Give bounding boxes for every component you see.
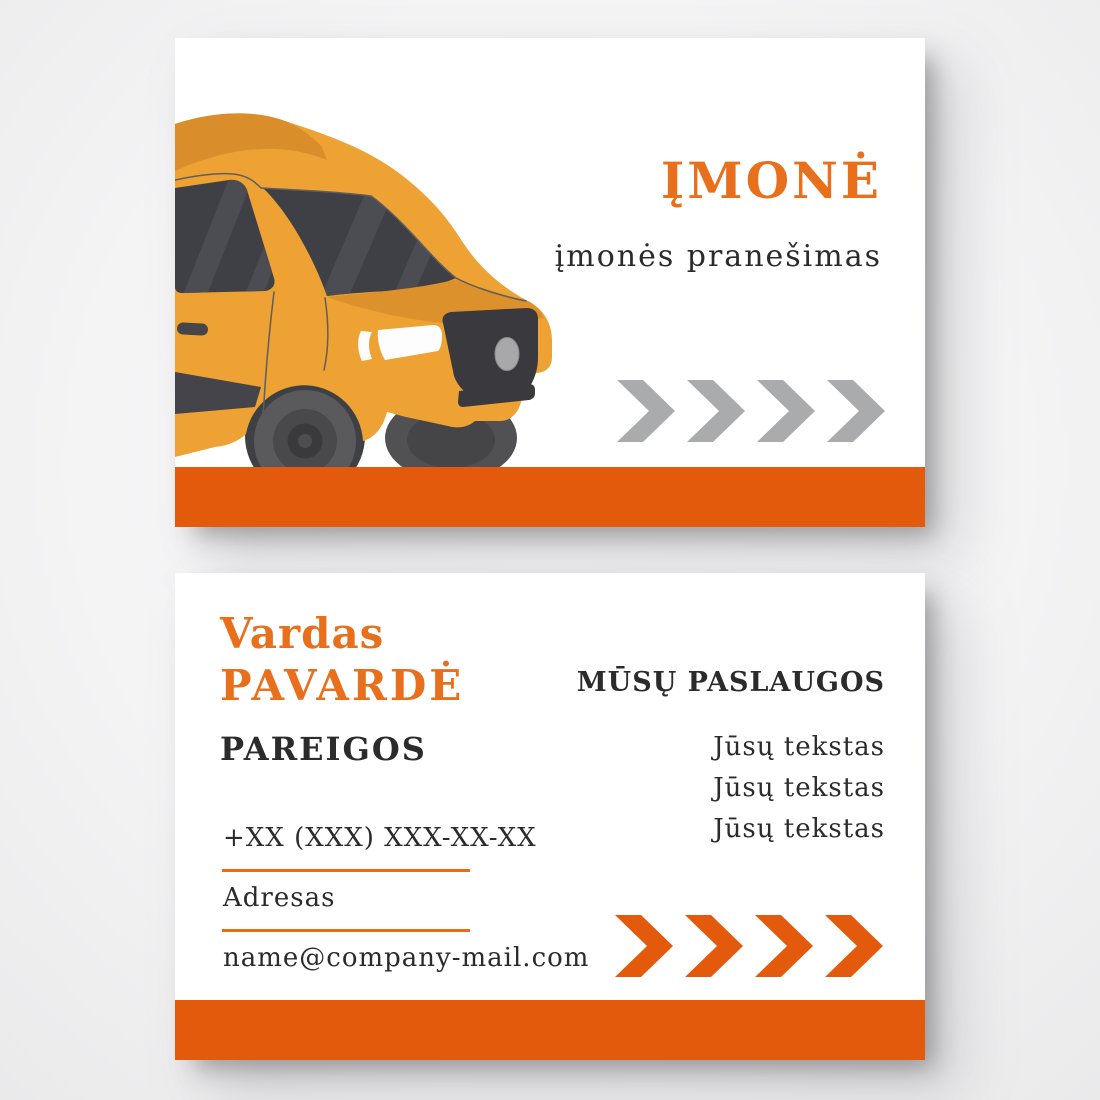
- person-first-name: Vardas: [220, 609, 385, 658]
- address: Adresas: [223, 883, 336, 913]
- bottom-stripe: [175, 1000, 925, 1060]
- divider-line: [222, 929, 470, 932]
- chevron-arrows-icon: [615, 915, 883, 977]
- divider-line: [222, 869, 470, 872]
- services-title: MŪSŲ PASLAUGOS: [576, 667, 885, 698]
- chevron-arrows-icon: [617, 380, 885, 442]
- delivery-van-illustration: [175, 110, 557, 512]
- service-item: Jūsų tekstas: [713, 732, 885, 762]
- service-item: Jūsų tekstas: [713, 814, 885, 844]
- company-name: ĮMONĖ: [660, 151, 882, 210]
- bottom-stripe: [175, 467, 925, 527]
- business-card-back: [175, 573, 925, 1060]
- phone-number: +XX (XXX) XXX-XX-XX: [223, 823, 537, 853]
- service-item: Jūsų tekstas: [713, 773, 885, 803]
- person-position: PAREIGOS: [220, 730, 427, 768]
- email: name@company-mail.com: [223, 943, 590, 973]
- person-last-name: PAVARDĖ: [220, 661, 465, 710]
- company-tagline: įmonės pranešimas: [554, 239, 882, 274]
- business-card-front: [175, 38, 925, 527]
